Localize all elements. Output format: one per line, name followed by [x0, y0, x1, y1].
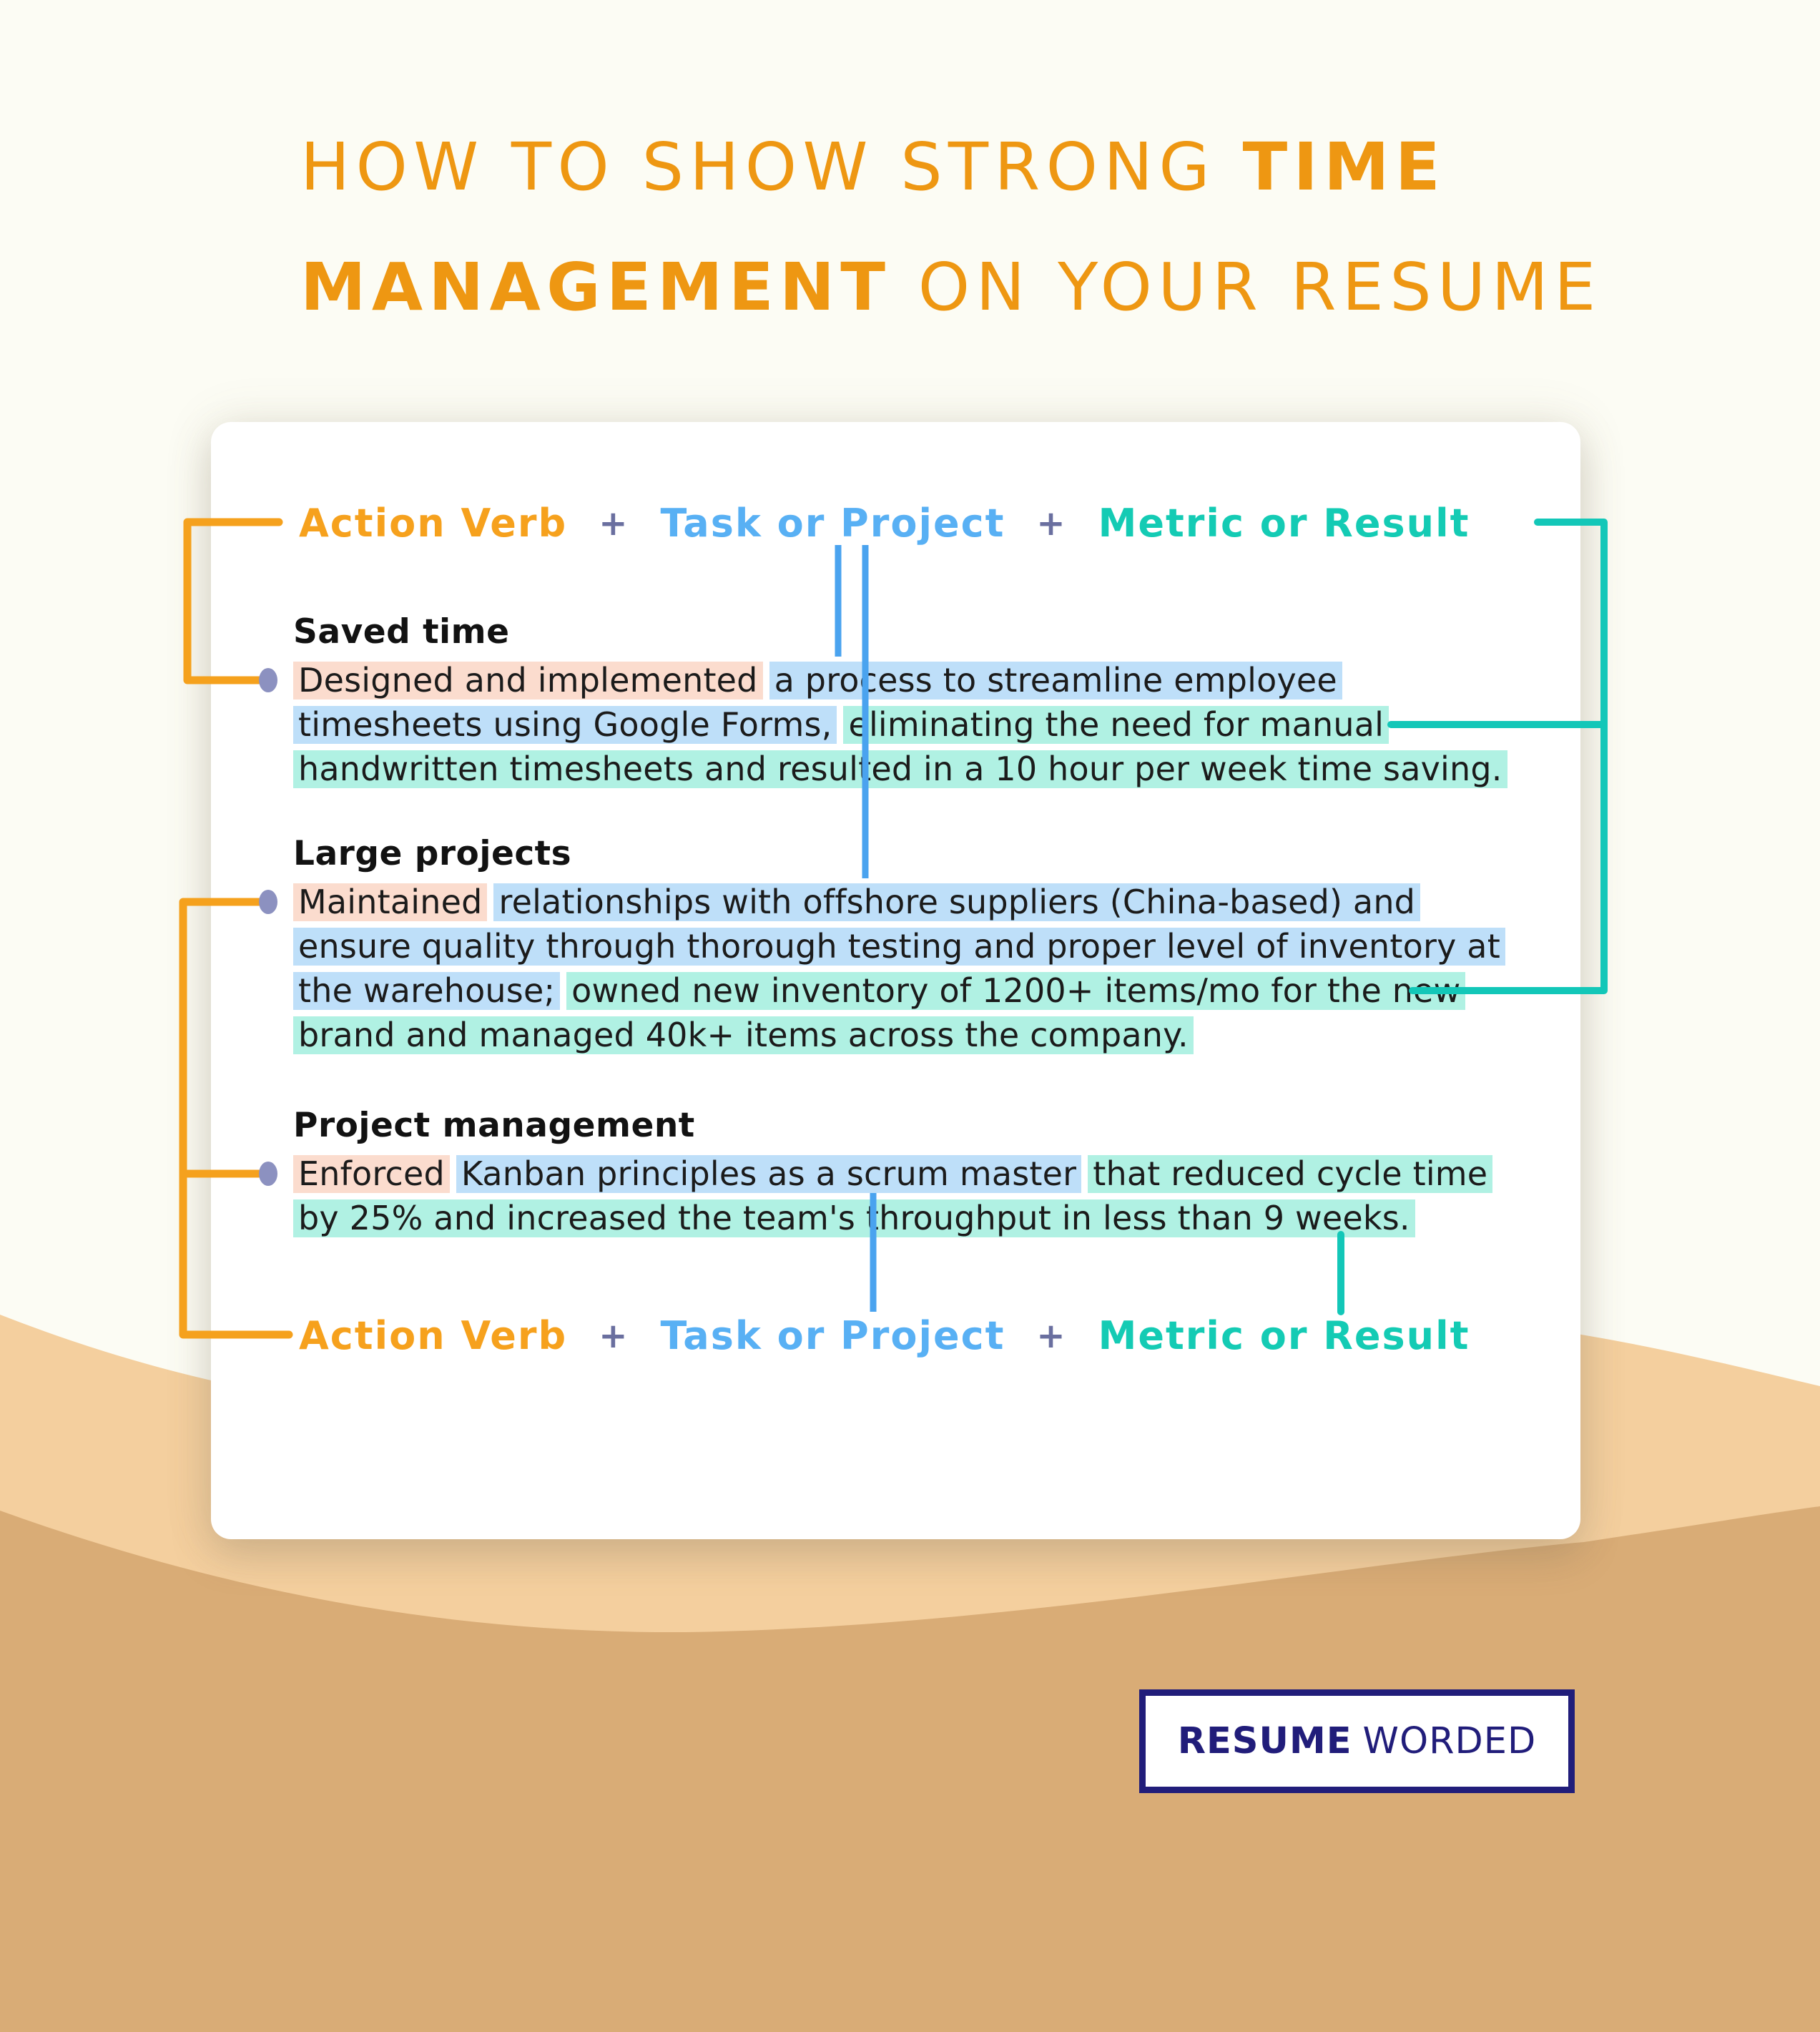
- formula-metric-label: Metric or Result: [1098, 501, 1470, 546]
- plus-sign: +: [599, 1315, 629, 1356]
- formula-action-verb-label: Action Verb: [299, 1313, 568, 1358]
- resume-bullet-line: [293, 968, 1505, 1013]
- resume-worded-logo: [1139, 1689, 1575, 1793]
- resume-bullet-line: [293, 658, 1507, 702]
- resume-section: [293, 612, 1507, 791]
- highlighted-teal-segment: owned new inventory of 1200+ items/mo for the new: [566, 972, 1465, 1010]
- highlighted-teal-segment: eliminating the need for manual: [843, 706, 1389, 744]
- formula-row-top: [299, 501, 1470, 546]
- formula-task-label: Task or Project: [660, 1313, 1005, 1358]
- highlighted-blue-segment: Kanban principles as a scrum master: [456, 1155, 1081, 1193]
- highlighted-teal-segment: that reduced cycle time: [1088, 1155, 1492, 1193]
- resume-bullet-line: [293, 1152, 1492, 1196]
- highlighted-pink-segment: Maintained: [293, 883, 487, 921]
- resume-bullet-line: [293, 747, 1507, 791]
- page-title-line2: MANAGEMENT ON YOUR RESUME: [300, 249, 1602, 325]
- highlighted-pink-segment: Designed and implemented: [293, 662, 763, 700]
- section-heading: Project management: [293, 1106, 695, 1145]
- logo-text-regular: WORDED: [1362, 1720, 1537, 1762]
- plus-sign: +: [1036, 1315, 1067, 1356]
- plus-sign: +: [599, 503, 629, 544]
- section-heading: Saved time: [293, 612, 510, 652]
- highlighted-pink-segment: Enforced: [293, 1155, 450, 1193]
- highlighted-blue-segment: timesheets using Google Forms,: [293, 706, 837, 744]
- page-title-line1: HOW TO SHOW STRONG TIME: [300, 129, 1446, 205]
- highlighted-teal-segment: by 25% and increased the team's throughput in less than 9 weeks.: [293, 1199, 1415, 1237]
- resume-bullet-line: [293, 924, 1505, 968]
- highlighted-blue-segment: the warehouse;: [293, 972, 560, 1010]
- resume-section: [293, 1106, 1492, 1240]
- formula-metric-label: Metric or Result: [1098, 1313, 1470, 1358]
- page-title: [300, 107, 1602, 348]
- highlighted-blue-segment: a process to streamline employee: [769, 662, 1342, 700]
- plus-sign: +: [1036, 503, 1067, 544]
- highlighted-teal-segment: brand and managed 40k+ items across the company.: [293, 1016, 1194, 1054]
- resume-bullet-line: [293, 880, 1505, 924]
- formula-task-label: Task or Project: [660, 501, 1005, 546]
- resume-section: [293, 834, 1505, 1057]
- highlighted-blue-segment: ensure quality through thorough testing and proper level of inventory at: [293, 928, 1505, 966]
- highlighted-teal-segment: handwritten timesheets and resulted in a 10 hour per week time saving.: [293, 750, 1507, 788]
- formula-action-verb-label: Action Verb: [299, 501, 568, 546]
- section-heading: Large projects: [293, 834, 572, 873]
- resume-bullet-line: [293, 702, 1507, 747]
- resume-bullet-line: [293, 1013, 1505, 1057]
- highlighted-blue-segment: relationships with offshore suppliers (China-based) and: [493, 883, 1420, 921]
- formula-row-bottom: [299, 1313, 1470, 1358]
- logo-text-bold: RESUME: [1177, 1720, 1352, 1762]
- resume-bullet-line: [293, 1196, 1492, 1240]
